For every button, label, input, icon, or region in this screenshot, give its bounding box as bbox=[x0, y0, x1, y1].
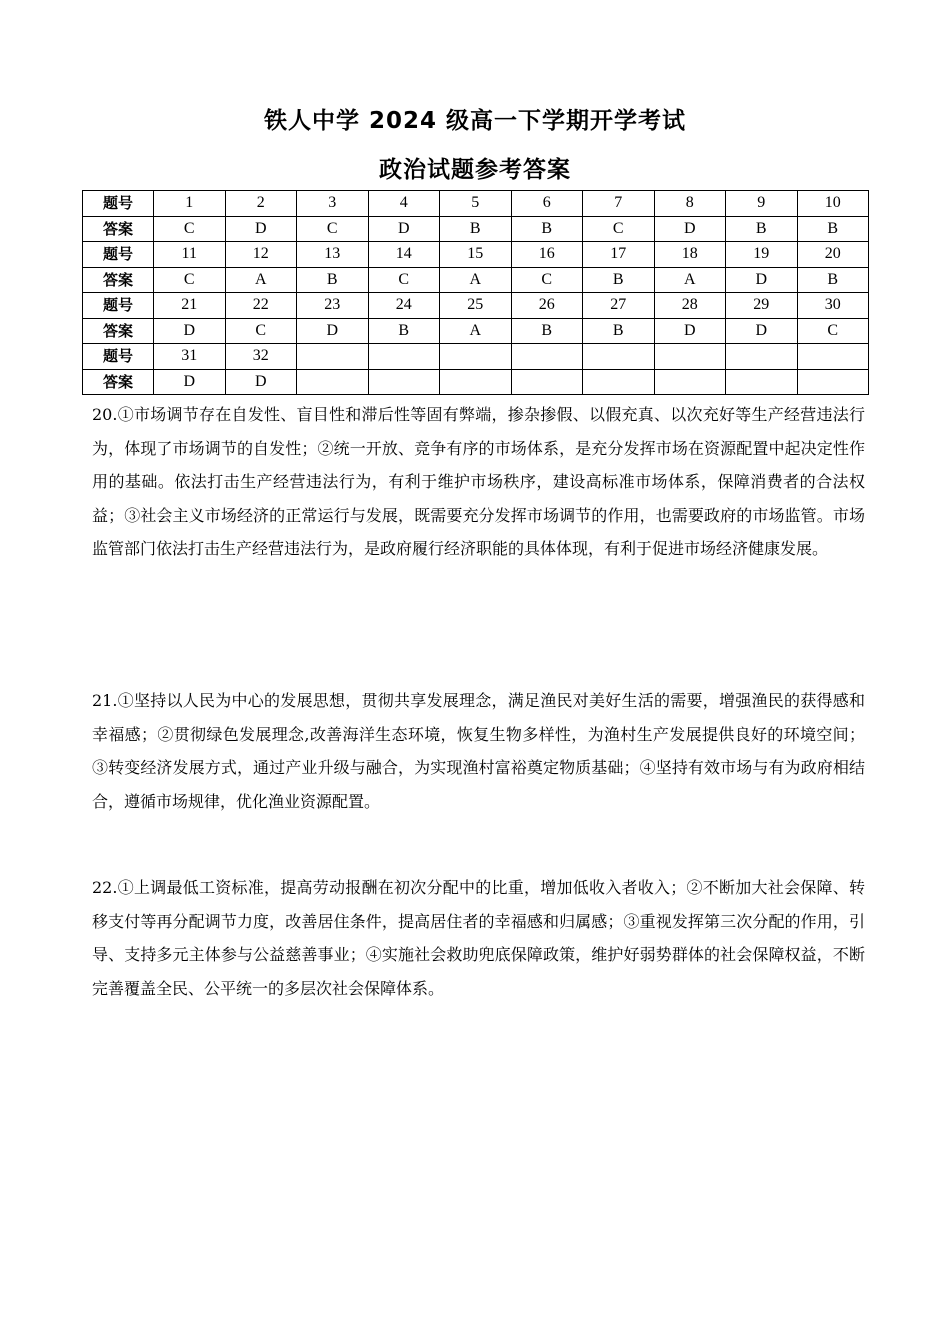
question-number-cell: 11 bbox=[154, 242, 226, 268]
answer-row-label: 答案 bbox=[83, 318, 154, 344]
number-row bbox=[83, 191, 869, 217]
question-number-cell: 18 bbox=[654, 242, 726, 268]
question-number-cell: 24 bbox=[368, 293, 440, 319]
question-number-cell bbox=[654, 344, 726, 370]
question-number-cell: 7 bbox=[583, 191, 655, 217]
question-number-cell bbox=[583, 344, 655, 370]
answer-cell: C bbox=[297, 216, 369, 242]
answer-cell bbox=[583, 369, 655, 395]
page-subtitle: 政治试题参考答案 bbox=[379, 157, 571, 183]
number-row-label: 题号 bbox=[83, 293, 154, 319]
question-number-cell: 26 bbox=[511, 293, 583, 319]
question-number-cell: 21 bbox=[154, 293, 226, 319]
answer-cell: C bbox=[154, 267, 226, 293]
answer-cell: C bbox=[511, 267, 583, 293]
answer-q21: 21.①坚持以人民为中心的发展思想，贯彻共享发展理念，满足渔民对美好生活的需要，增强渔民的获得感和幸福感；②贯彻绿色发展理念,改善海洋生态环境，恢复生物多样性，为渔村生产发展提供良好的环境空间；③转变经济发展方式，通过产业升级与融合，为实现渔村富裕奠定物质基础；④坚持有效市场与有为政府相结合，遵循市场规律，优化渔业资源配置。 bbox=[92, 691, 865, 811]
answer-cell bbox=[797, 369, 869, 395]
question-number-cell: 22 bbox=[225, 293, 297, 319]
question-number-cell: 29 bbox=[726, 293, 798, 319]
question-number-cell: 5 bbox=[440, 191, 512, 217]
question-number-cell: 32 bbox=[225, 344, 297, 370]
question-number-cell: 13 bbox=[297, 242, 369, 268]
answer-row-label: 答案 bbox=[83, 216, 154, 242]
question-number-cell: 30 bbox=[797, 293, 869, 319]
question-number-cell: 4 bbox=[368, 191, 440, 217]
number-row bbox=[83, 242, 869, 268]
number-row-label: 题号 bbox=[83, 191, 154, 217]
question-number-cell bbox=[797, 344, 869, 370]
question-number-cell bbox=[726, 344, 798, 370]
question-number-cell bbox=[511, 344, 583, 370]
question-number-cell: 17 bbox=[583, 242, 655, 268]
answer-row bbox=[83, 216, 869, 242]
answer-row bbox=[83, 369, 869, 395]
answer-cell: B bbox=[583, 267, 655, 293]
answer-row-label: 答案 bbox=[83, 267, 154, 293]
answer-cell: B bbox=[726, 216, 798, 242]
number-row-label: 题号 bbox=[83, 242, 154, 268]
answer-cell: B bbox=[297, 267, 369, 293]
answer-cell bbox=[297, 369, 369, 395]
answer-cell: C bbox=[583, 216, 655, 242]
answer-cell: C bbox=[797, 318, 869, 344]
answer-cell: B bbox=[797, 216, 869, 242]
question-number-cell: 28 bbox=[654, 293, 726, 319]
answer-cell: D bbox=[654, 216, 726, 242]
question-number-cell bbox=[368, 344, 440, 370]
question-number-cell: 23 bbox=[297, 293, 369, 319]
question-number-cell: 6 bbox=[511, 191, 583, 217]
answer-cell bbox=[368, 369, 440, 395]
question-number-cell: 20 bbox=[797, 242, 869, 268]
answer-cell: D bbox=[654, 318, 726, 344]
question-number-cell: 10 bbox=[797, 191, 869, 217]
answer-cell: B bbox=[797, 267, 869, 293]
answer-cell: A bbox=[654, 267, 726, 293]
answer-cell: C bbox=[225, 318, 297, 344]
answer-row bbox=[83, 267, 869, 293]
answer-cell: D bbox=[726, 267, 798, 293]
number-row bbox=[83, 293, 869, 319]
question-number-cell: 15 bbox=[440, 242, 512, 268]
answer-cell bbox=[511, 369, 583, 395]
answer-q20: 20.①市场调节存在自发性、盲目性和滞后性等固有弊端，掺杂掺假、以假充真、以次充好等生产经营违法行为，体现了市场调节的自发性；②统一开放、竞争有序的市场体系，是充分发挥市场在资源配置中起决定性作用的基础。依法打击生产经营违法行为，有利于维护市场秩序，建设高标准市场体系，保障消费者的合法权益；③社会主义市场经济的正常运行与发展，既需要充分发挥市场调节的作用，也需要政府的市场监管。市场监管部门依法打击生产经营违法行为，是政府履行经济职能的具体体现，有利于促进市场经济健康发展。 bbox=[92, 405, 865, 558]
answer-cell: C bbox=[368, 267, 440, 293]
answer-q22: 22.①上调最低工资标准，提高劳动报酬在初次分配中的比重，增加低收入者收入；②不断加大社会保障、转移支付等再分配调节力度，改善居住条件，提高居住者的幸福感和归属感；③重视发挥第三次分配的作用，引导、支持多元主体参与公益慈善事业；④实施社会救助兜底保障政策，维护好弱势群体的社会保障权益，不断完善覆盖全民、公平统一的多层次社会保障体系。 bbox=[92, 878, 865, 998]
answer-cell: A bbox=[440, 267, 512, 293]
question-number-cell: 27 bbox=[583, 293, 655, 319]
answer-cell bbox=[440, 369, 512, 395]
answer-row-label: 答案 bbox=[83, 369, 154, 395]
answer-cell: B bbox=[368, 318, 440, 344]
question-number-cell bbox=[297, 344, 369, 370]
question-number-cell: 9 bbox=[726, 191, 798, 217]
answer-cell: C bbox=[154, 216, 226, 242]
answer-cell: D bbox=[726, 318, 798, 344]
answer-cell: D bbox=[154, 318, 226, 344]
answer-cell: D bbox=[225, 369, 297, 395]
question-number-cell: 2 bbox=[225, 191, 297, 217]
question-number-cell: 14 bbox=[368, 242, 440, 268]
page-title: 铁人中学 2024 级高一下学期开学考试 bbox=[263, 108, 687, 134]
question-number-cell: 25 bbox=[440, 293, 512, 319]
question-number-cell bbox=[440, 344, 512, 370]
number-row-label: 题号 bbox=[83, 344, 154, 370]
answer-cell: D bbox=[368, 216, 440, 242]
answer-cell: D bbox=[225, 216, 297, 242]
answer-cell: B bbox=[440, 216, 512, 242]
answer-cell: D bbox=[154, 369, 226, 395]
answer-cell: B bbox=[583, 318, 655, 344]
answer-cell: A bbox=[440, 318, 512, 344]
answer-cell bbox=[726, 369, 798, 395]
answer-cell: B bbox=[511, 216, 583, 242]
question-number-cell: 1 bbox=[154, 191, 226, 217]
question-number-cell: 12 bbox=[225, 242, 297, 268]
answer-cell: A bbox=[225, 267, 297, 293]
answer-cell bbox=[654, 369, 726, 395]
number-row bbox=[83, 344, 869, 370]
question-number-cell: 3 bbox=[297, 191, 369, 217]
question-number-cell: 19 bbox=[726, 242, 798, 268]
question-number-cell: 31 bbox=[154, 344, 226, 370]
question-number-cell: 16 bbox=[511, 242, 583, 268]
question-number-cell: 8 bbox=[654, 191, 726, 217]
answer-cell: D bbox=[297, 318, 369, 344]
answer-table bbox=[82, 190, 869, 395]
answer-cell: B bbox=[511, 318, 583, 344]
answer-row bbox=[83, 318, 869, 344]
